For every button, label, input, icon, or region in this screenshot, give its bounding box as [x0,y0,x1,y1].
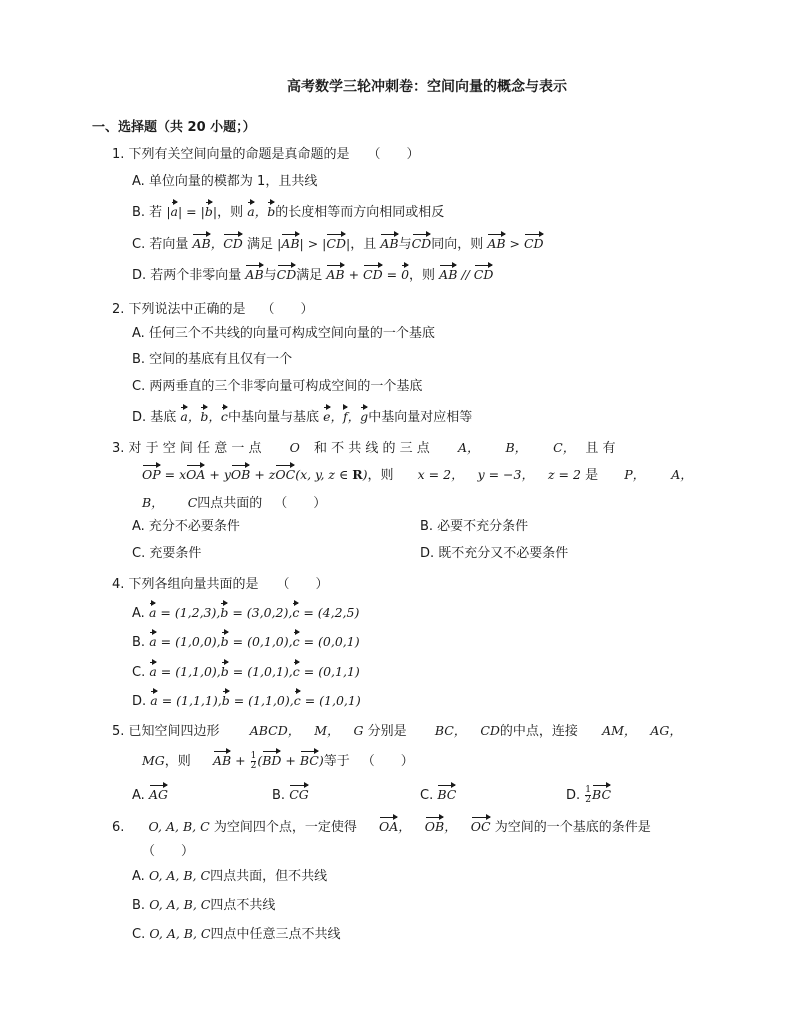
question-4-option-b: B. a = (1,0,0),b = (0,1,0),c = (0,0,1) [132,634,360,650]
answer-blank: （ ） [142,844,195,859]
math-expr: MG [142,753,165,768]
question-3-option-b: B. 必要不充分条件 [420,519,529,534]
math-expr: AG [148,787,168,802]
answer-blank: （ ） [361,754,414,769]
math-expr: |AB| > |CD| [277,236,351,251]
question-6-option-a: A. O, A, B, C四点共面，但不共线 [132,868,328,884]
question-1-stem: 1. 下列有关空间向量的命题是真命题的是 （ ） [112,147,420,162]
question-3-line-1: 3. 对 于 空 间 任 意 一 点 O 和 不 共 线 的 三 点 A， B， C， 且 有 [112,440,616,456]
math-expr: BC， CD [434,723,500,738]
question-4-stem: 4. 下列各组向量共面的是 （ ） [112,577,329,592]
math-expr: OA， OB， OC [378,819,491,834]
math-expr: a，b，c [180,409,228,424]
question-2-stem: 2. 下列说法中正确的是 （ ） [112,302,314,317]
math-expr: AB // CD [439,267,494,282]
question-5-line-2: MG，则 AB + $\frac{1}{2}$ (BD + BC)等于 （ ） [142,751,414,771]
math-expr: e，f，g [323,409,369,424]
math-expr: x = 2， y = −3， z = 2 [417,467,581,482]
math-expr: CD [411,236,432,251]
math-expr: P， A， [624,467,693,482]
math-expr: BC [437,787,457,802]
math-expr: B， C [142,495,198,510]
math-expr: a = (1,0,0),b = (0,1,0),c = (0,0,1) [149,634,360,649]
math-expr: A， B， C， [457,440,576,455]
answer-blank: （ ） [276,577,329,592]
question-6-option-c: C. O, A, B, C四点中任意三点不共线 [132,926,341,942]
math-expr: CD [276,267,297,282]
question-4-option-d: D. a = (1,1,1),b = (1,1,0),c = (1,0,1) [132,693,361,709]
math-expr: AB + CD = 0 [326,267,410,282]
math-expr: a = (1,2,3),b = (3,0,2),c = (4,2,5) [148,605,360,620]
question-4-option-a: A. a = (1,2,3),b = (3,0,2),c = (4,2,5) [132,605,360,621]
question-3-option-d: D. 既不充分又不必要条件 [420,546,569,561]
question-5-option-c: C. BC [420,787,457,803]
question-3-option-c: C. 充要条件 [132,546,202,561]
question-5-option-b: B. CG [272,787,309,803]
question-2-option-a: A. 任何三个不共线的向量可构成空间向量的一个基底 [132,326,435,341]
math-expr: O [289,440,300,455]
page-title: 高考数学三轮冲刺卷：空间向量的概念与表示 [287,79,567,95]
question-1-option-b: B. 若 |a| = |b|，则 a，b的长度相等而方向相同或相反 [132,204,445,220]
math-expr: ABCD， M， G [249,723,364,738]
question-5-line-1: 5. 已知空间四边形 ABCD， M， G 分别是 BC， CD的中点，连接 AM， AG， [112,723,682,739]
math-expr: AB > CD [487,236,544,251]
question-6-option-b: B. O, A, B, C四点不共线 [132,897,276,913]
question-2-option-b: B. 空间的基底有且仅有一个 [132,352,293,367]
math-expr: a = (1,1,1),b = (1,1,0),c = (1,0,1) [150,693,361,708]
question-2-option-c: C. 两两垂直的三个非零向量可构成空间的一个基底 [132,379,423,394]
question-6-line-2 [142,843,194,861]
math-expr: AM， AG， [602,723,682,738]
question-5-option-d: D. $\frac{1}{2}$ BC [566,785,612,805]
math-expr: O, A, B, C [149,897,211,912]
math-expr: AB [380,236,399,251]
question-2-option-d: D. 基底 a，b，c中基向量与基底 e，f，g中基向量对应相等 [132,409,473,425]
answer-blank: （ ） [274,496,327,511]
question-6-line-1: 6. O, A, B, C 为空间四个点，一定使得 OA， OB， OC 为空间的一个基底的条件是 [112,819,651,835]
math-expr: AB + $\frac{1}{2}$ (BD + BC) [212,751,324,771]
question-1-option-d: D. 若两个非零向量 AB与CD满足 AB + CD = 0，则 AB // CD [132,267,494,283]
question-5-option-a: A. AG [132,787,168,803]
math-expr: CG [289,787,309,802]
question-3-line-2: OP = xOA + yOB + zOC(x, y, z ∈ R)，则 x = 2， y = −3， z = 2 是 P， A， [142,467,693,483]
math-expr: a = (1,1,0),b = (1,0,1),c = (0,1,1) [149,664,360,679]
math-expr: a，b [247,204,276,219]
question-1-option-c: C. 若向量 AB，CD 满足 |AB| > |CD|，且 AB与CD同向，则 AB > CD [132,236,544,252]
answer-blank: （ ） [261,302,314,317]
question-1-option-a: A. 单位向量的模都为 1，且共线 [132,174,318,189]
question-3-line-3: B， C四点共面的 （ ） [142,495,327,511]
math-expr: O, A, B, C [148,868,211,883]
math-expr: |a| = |b| [166,204,218,219]
section-heading: 一、选择题（共 20 小题；） [92,120,256,135]
question-3-option-a: A. 充分不必要条件 [132,519,240,534]
math-expr: AB，CD [192,236,243,251]
question-4-option-c: C. a = (1,1,0),b = (1,0,1),c = (0,1,1) [132,664,360,680]
answer-blank: （ ） [367,147,420,162]
math-expr: AB [245,267,264,282]
math-expr: OP = xOA + yOB + zOC(x, y, z ∈ R) [142,467,368,482]
math-expr: $\frac{1}{2}$ BC [585,785,612,805]
math-expr: O, A, B, C [149,926,211,941]
math-expr: O, A, B, C [148,819,210,834]
